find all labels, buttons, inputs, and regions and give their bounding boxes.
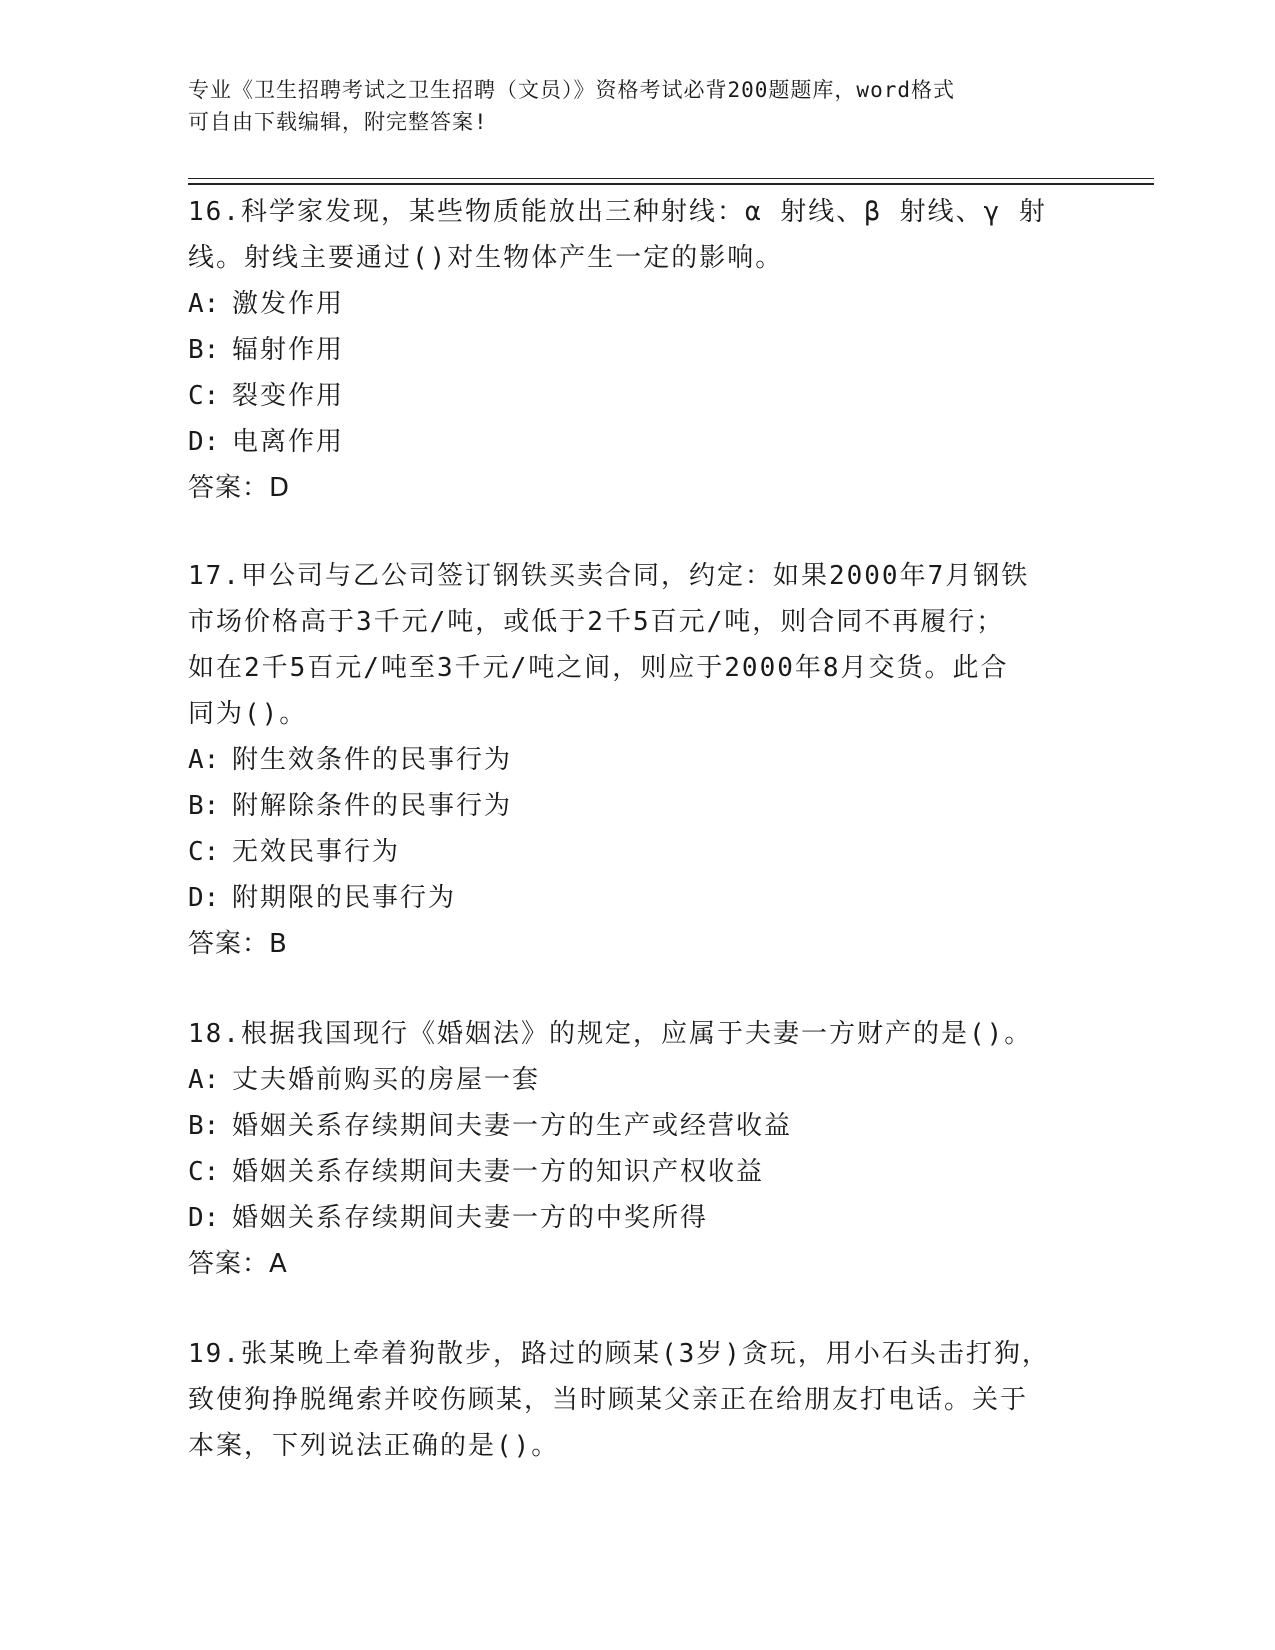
option-c <box>188 373 1088 419</box>
header-line-1: 专业《卫生招聘考试之卫生招聘（文员）》资格考试必背200题题库，word格式 <box>188 78 955 102</box>
question-text-line: 19.张某晚上牵着狗散步，路过的顾某(3岁)贪玩，用小石头击打狗， <box>188 1339 1050 1369</box>
option-text: 婚姻关系存续期间夫妻一方的生产或经营收益 <box>232 1111 793 1141</box>
question-text-line: 如在2千5百元/吨至3千元/吨之间，则应于2000年8月交货。此合 <box>188 653 1009 683</box>
option-b <box>188 1103 1088 1149</box>
option-letter: C: <box>188 837 220 867</box>
option-letter: C: <box>188 381 220 411</box>
question-text-line: 本案，下列说法正确的是()。 <box>188 1431 560 1461</box>
option-letter: A: <box>188 1065 220 1095</box>
option-a <box>188 281 1088 327</box>
option-d <box>188 419 1088 465</box>
option-letter: C: <box>188 1157 220 1187</box>
option-d <box>188 1195 1088 1241</box>
question-text-line: 17.甲公司与乙公司签订钢铁买卖合同，约定：如果2000年7月钢铁 <box>188 561 1030 591</box>
answer-line: 答案：D <box>188 473 291 503</box>
question-19 <box>188 1331 1088 1469</box>
question-17 <box>188 553 1088 967</box>
option-letter: A: <box>188 745 220 775</box>
option-c <box>188 829 1088 875</box>
option-b <box>188 327 1088 373</box>
question-text-line: 市场价格高于3千元/吨，或低于2千5百元/吨，则合同不再履行； <box>188 607 1005 637</box>
option-d <box>188 875 1088 921</box>
question-18 <box>188 1011 1088 1287</box>
question-text-line: 18.根据我国现行《婚姻法》的规定，应属于夫妻一方财产的是()。 <box>188 1019 1033 1049</box>
option-text: 裂变作用 <box>232 381 345 411</box>
option-c <box>188 1149 1088 1195</box>
option-text: 电离作用 <box>232 427 345 457</box>
option-text: 附解除条件的民事行为 <box>232 791 513 821</box>
option-a <box>188 737 1088 783</box>
option-text: 附期限的民事行为 <box>232 883 457 913</box>
option-b <box>188 783 1088 829</box>
option-text: 婚姻关系存续期间夫妻一方的知识产权收益 <box>232 1157 765 1187</box>
option-text: 无效民事行为 <box>232 837 401 867</box>
question-text-line: 线。射线主要通过()对生物体产生一定的影响。 <box>188 243 784 273</box>
option-a <box>188 1057 1088 1103</box>
answer-line: 答案：B <box>188 929 288 959</box>
question-text-line: 16.科学家发现，某些物质能放出三种射线：α 射线、β 射线、γ 射 <box>188 197 1047 227</box>
option-text: 辐射作用 <box>232 335 345 365</box>
option-letter: D: <box>188 1203 220 1233</box>
option-letter: D: <box>188 883 220 913</box>
header-divider-thick <box>188 183 1154 185</box>
option-text: 激发作用 <box>232 289 345 319</box>
question-text-line: 致使狗挣脱绳索并咬伤顾某，当时顾某父亲正在给朋友打电话。关于 <box>188 1385 1029 1415</box>
option-text: 附生效条件的民事行为 <box>232 745 513 775</box>
option-text: 丈夫婚前购买的房屋一套 <box>232 1065 541 1095</box>
header-divider-thin <box>188 178 1154 179</box>
question-text-line: 同为()。 <box>188 699 308 729</box>
question-16 <box>188 189 1088 511</box>
option-letter: A: <box>188 289 220 319</box>
option-letter: B: <box>188 1111 220 1141</box>
option-text: 婚姻关系存续期间夫妻一方的中奖所得 <box>232 1203 709 1233</box>
option-letter: D: <box>188 427 220 457</box>
header-line-2: 可自由下载编辑，附完整答案! <box>188 110 488 134</box>
option-letter: B: <box>188 791 220 821</box>
document-header <box>188 74 1068 138</box>
option-letter: B: <box>188 335 220 365</box>
answer-line: 答案：A <box>188 1249 288 1279</box>
